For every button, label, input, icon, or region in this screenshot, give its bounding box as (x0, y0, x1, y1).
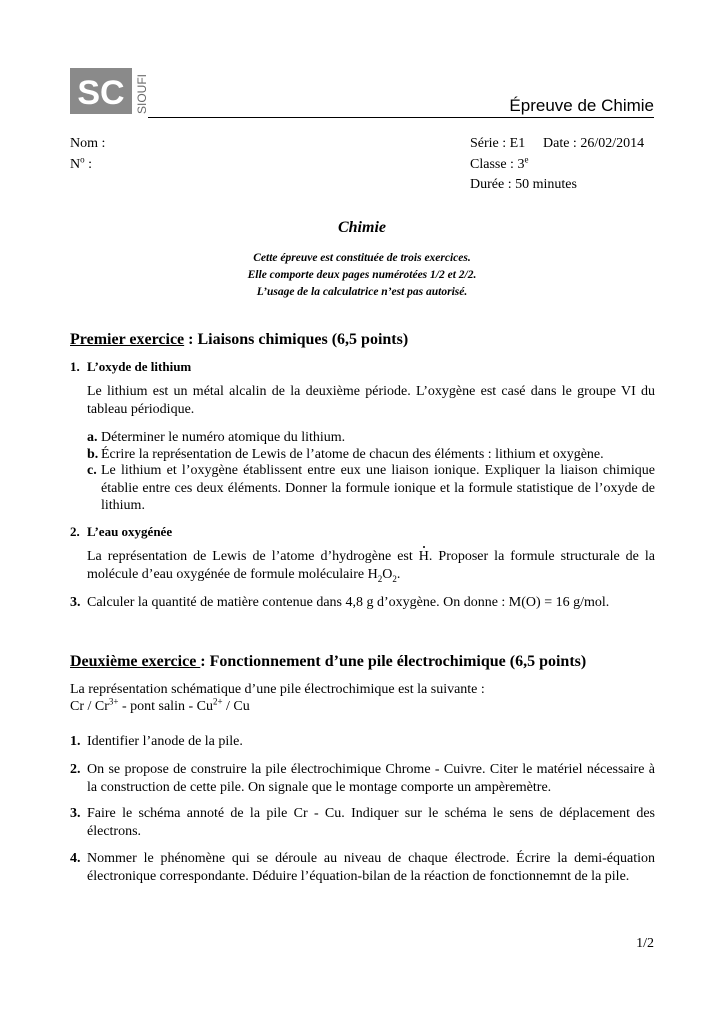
exam-intro (70, 250, 654, 301)
serie-label: Série : E1 (470, 136, 526, 151)
header-rule (148, 117, 654, 118)
main-title: Chimie (337, 219, 386, 236)
logo-graphic (70, 68, 154, 116)
exercise-1-title: Premier exercice : Liaisons chimiques (6,5 points) (70, 331, 409, 348)
ex2-cell-scheme: Cr / $Cr^{3+}$ - pont salin - $Cu^{2+}$ / Cu (70, 696, 250, 714)
ex2-question-2: 2. On se propose de construire la pile électrochimique Chrome - Cuivre. Citer le matériel nécessaire à la construction de cette pile. On signale que le montage comporte un ampèremètre. (70, 762, 655, 795)
numero-label: $N^o$ : (70, 154, 93, 172)
ex1-part1-heading: 1. L’oxyde de lithium (70, 359, 192, 374)
exercise-2-title: Deuxième exercice : Fonctionnement d’une pile électrochimique (6,5 points) (70, 653, 587, 670)
ex1-item-c: c. Le lithium et l’oxygène établissent entre eux une liaison ionique. Expliquer la liaison chimique établie entre ces deux éléments. Donner la formule ionique et la formule statistique de l’oxyde de lithium. (87, 463, 655, 513)
ex1-item-b: b. Écrire la représentation de Lewis de l’atome de chacun des éléments : lithium et oxygène. (87, 447, 604, 462)
ex1-item-a: a. Déterminer le numéro atomique du lithium. (87, 430, 346, 445)
ex1-part3: 3. Calculer la quantité de matière contenue dans 4,8 g d’oxygène. On donne : M(O) = 16 g/mol. (70, 595, 610, 610)
ex2-question-1: 1. Identifier l’anode de la pile. (70, 734, 243, 749)
duree-label: Durée : 50 minutes (470, 177, 577, 192)
document-title: Épreuve de Chimie (509, 96, 654, 115)
intro-line: L’usage de la calculatrice n’est pas autorisé. (256, 286, 468, 298)
ex2-question-4: 4. Nommer le phénomène qui se déroule au niveau de chaque électrode. Écrire la demi-équation électronique correspondante. Déduire l’équation-bilan de la réaction de fonctionnemnt de la pile. (70, 851, 655, 884)
ex2-question-3: 3. Faire le schéma annoté de la pile Cr - Cu. Indiquer sur le schéma le sens de déplacement des électrons. (70, 806, 655, 839)
intro-line: Elle comporte deux pages numérotées 1/2 et 2/2. (247, 269, 477, 281)
ex1-part2-heading: 2. L’eau oxygénée (70, 524, 173, 539)
page-number: 1/2 (636, 936, 654, 951)
date-label: Date : 26/02/2014 (543, 136, 645, 151)
logo-letters: SC (77, 74, 125, 112)
logo-text: SIOUFI (135, 73, 149, 114)
ex1-part2-text: La représentation de Lewis de l’atome d’hydrogène est H. Proposer la formule structurale de la molécule d’eau oxygénée de formule moléculaire $H_2O_2$. (87, 549, 655, 584)
ex2-intro: La représentation schématique d’une pile électrochimique est la suivante : (70, 682, 485, 697)
classe-label: Classe : 3e (470, 154, 529, 172)
intro-line: Cette épreuve est constituée de trois exercices. (253, 252, 471, 264)
hydrogen-lewis-symbol: H (418, 549, 429, 564)
ex1-part1-text: Le lithium est un métal alcalin de la deuxième période. L’oxygène est casé dans le groupe VI du tableau périodique. (87, 384, 655, 417)
school-logo (70, 68, 154, 116)
nom-label: Nom : (70, 136, 106, 151)
